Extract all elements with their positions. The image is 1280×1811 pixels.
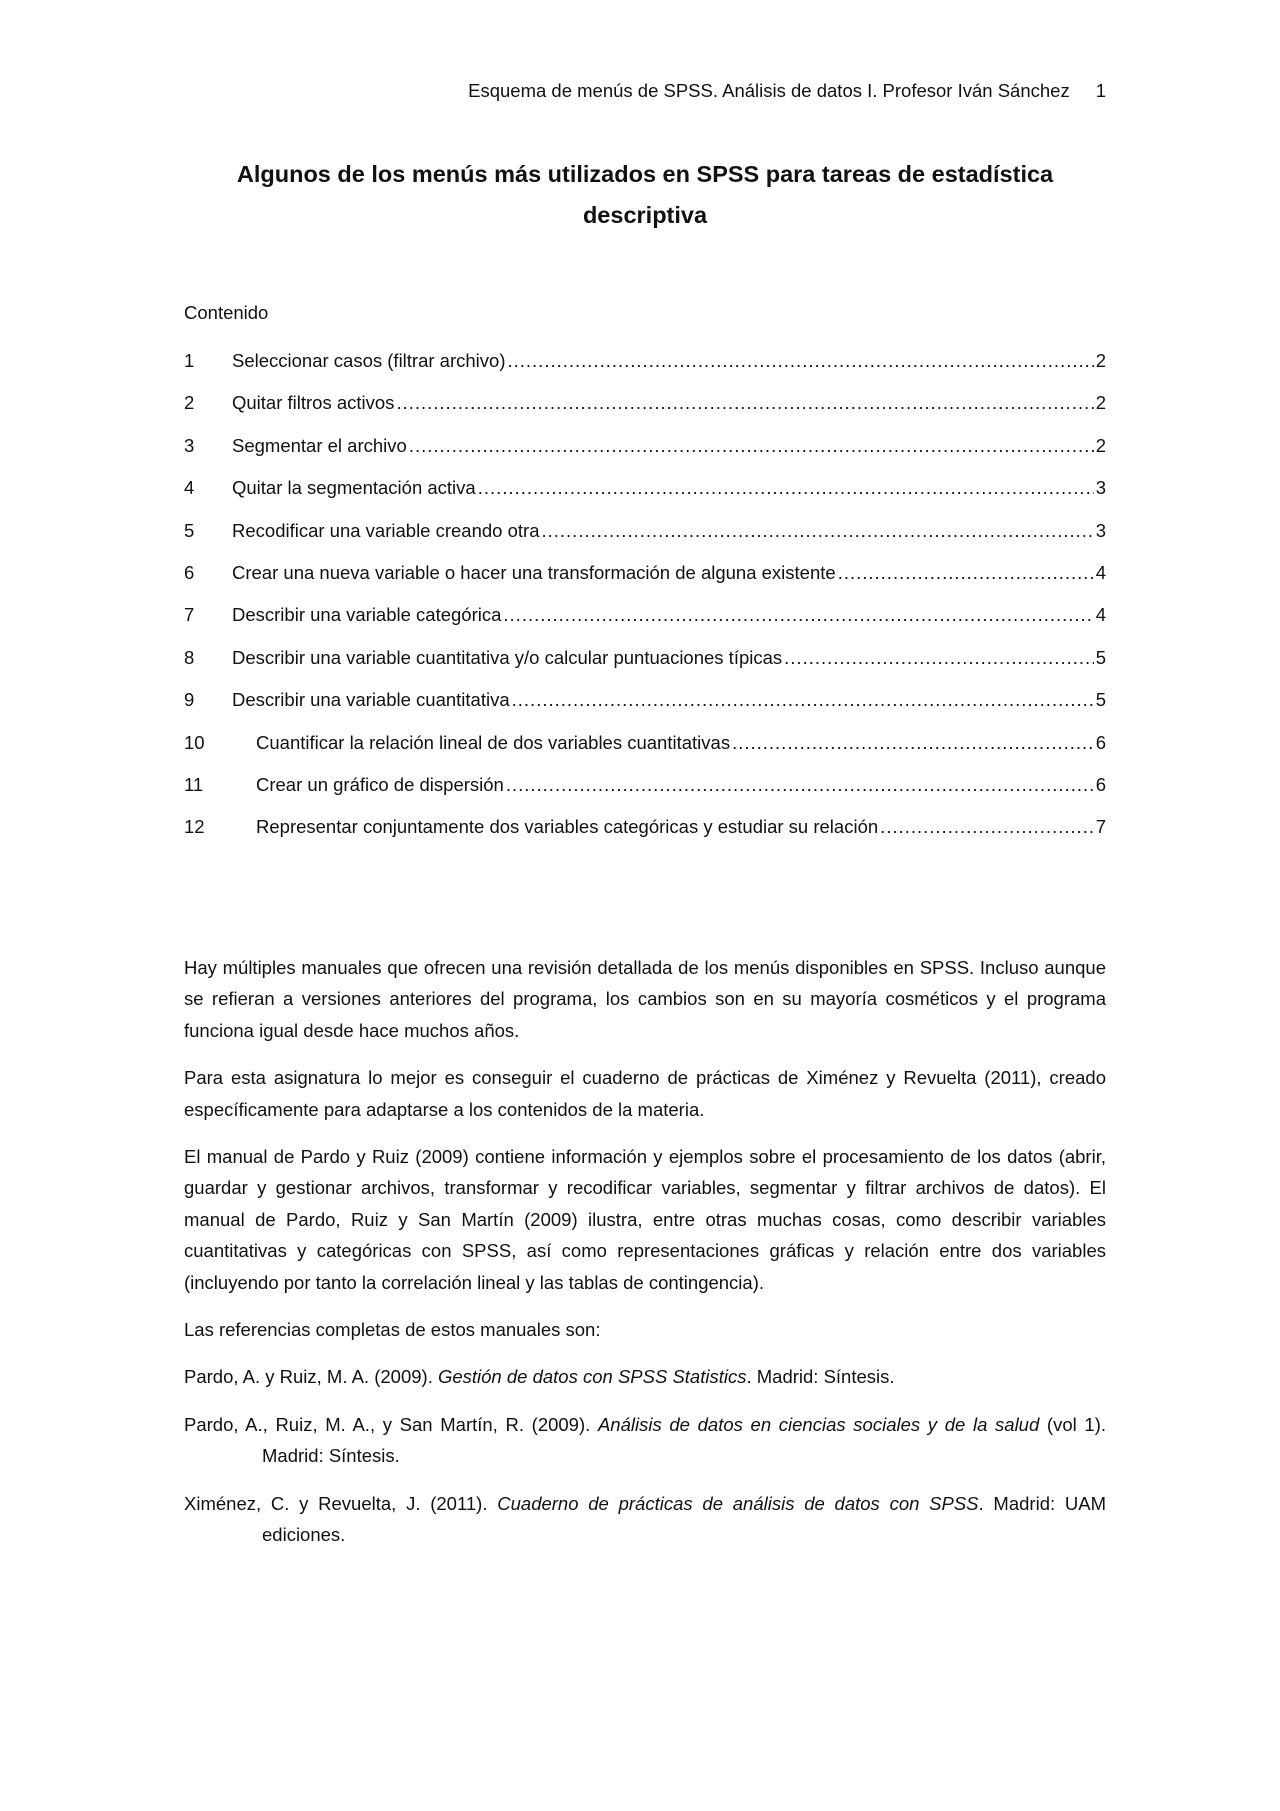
toc-entry-label[interactable]: Quitar la segmentación activa <box>232 477 476 499</box>
reference-authors: Pardo, A. y Ruiz, M. A. (2009). <box>184 1366 438 1388</box>
toc-entry-page: 2 <box>1095 392 1106 414</box>
page-number: 1 <box>1095 80 1106 101</box>
reference-publisher: (vol 1). Madrid: Síntesis. <box>262 1413 1107 1467</box>
toc-entry-label[interactable]: Describir una variable categórica <box>232 604 502 626</box>
reference-title: Cuaderno de prácticas de análisis de datos con SPSS <box>497 1492 979 1514</box>
dot-leader <box>478 477 1094 499</box>
toc-entry-number: 3 <box>184 434 195 456</box>
reference <box>184 1361 1106 1392</box>
toc-entry-label[interactable]: Quitar filtros activos <box>232 392 395 414</box>
document-title: Algunos de los menús más utilizados en SPSS para tareas de estadística descriptiva <box>236 161 1054 228</box>
table-of-contents <box>184 350 1106 859</box>
toc-entry-page: 7 <box>1095 816 1106 838</box>
dot-leader <box>506 774 1094 796</box>
toc-entry-number: 2 <box>184 392 195 414</box>
dot-leader <box>512 689 1094 711</box>
reference-authors: Pardo, A., Ruiz, M. A., y San Martín, R. (2009). <box>184 1413 598 1435</box>
paragraph: El manual de Pardo y Ruiz (2009) contiene información y ejemplos sobre el procesamiento de los datos (abrir, guardar y gestionar archivos, transformar y recodificar variables, segmentar y filtrar archivos de datos). El manual de Pardo, Ruiz y San Martín (2009) ilustra, entre otras muchas cosas, como describir variables cuantitativas y categóricas con SPSS, así como representaciones gráficas y relación entre dos variables (incluyendo por tanto la correlación lineal y las tablas de contingencia). <box>184 1146 1106 1293</box>
toc-entry-label[interactable]: Describir una variable cuantitativa <box>232 689 510 711</box>
toc-entry-page: 5 <box>1095 646 1106 668</box>
toc-entry-page: 3 <box>1095 519 1106 541</box>
toc-entry-number: 7 <box>184 604 195 626</box>
reference-authors: Ximénez, C. y Revuelta, J. (2011). <box>184 1492 498 1514</box>
running-header <box>468 80 1106 102</box>
toc-entry-label[interactable]: Representar conjuntamente dos variables categóricas y estudiar su relación <box>256 816 879 838</box>
toc-entry[interactable] <box>184 392 1106 434</box>
dot-leader <box>503 604 1093 626</box>
paragraph: Para esta asignatura lo mejor es conseguir el cuaderno de prácticas de Ximénez y Revuelta (2011), creado específicamente para adaptarse a los contenidos de la materia. <box>184 1067 1106 1120</box>
reference-title: Gestión de datos con SPSS Statistics <box>437 1366 747 1388</box>
toc-entry[interactable] <box>184 689 1106 731</box>
dot-leader <box>880 816 1094 838</box>
reference-publisher: . Madrid: Síntesis. <box>746 1366 895 1388</box>
toc-entry[interactable] <box>184 477 1106 519</box>
toc-entry-number: 12 <box>184 816 205 838</box>
toc-entry-page: 5 <box>1095 689 1106 711</box>
toc-entry-page: 2 <box>1095 434 1106 456</box>
dot-leader <box>838 562 1094 584</box>
body-text <box>184 952 1106 1567</box>
toc-entry[interactable] <box>184 647 1106 689</box>
toc-entry-label[interactable]: Seleccionar casos (filtrar archivo) <box>232 350 506 371</box>
toc-entry-label[interactable]: Crear un gráfico de dispersión <box>256 773 504 795</box>
toc-entry[interactable] <box>184 732 1106 774</box>
toc-heading: Contenido <box>184 302 269 323</box>
toc-entry-page: 3 <box>1095 477 1106 499</box>
dot-leader <box>396 392 1093 414</box>
toc-entry[interactable] <box>184 520 1106 562</box>
toc-entry-number: 6 <box>184 561 195 583</box>
toc-entry[interactable] <box>184 816 1106 858</box>
toc-entry-label[interactable]: Segmentar el archivo <box>232 434 407 456</box>
paragraph: Hay múltiples manuales que ofrecen una revisión detallada de los menús disponibles en SPSS. Incluso aunque se refieran a versiones anteriores del programa, los cambios son en su mayoría cosméticos y el programa funciona igual desde hace muchos años. <box>184 957 1106 1041</box>
toc-entry[interactable] <box>184 562 1106 604</box>
toc-entry-number: 4 <box>184 477 195 499</box>
toc-entry-number: 8 <box>184 646 195 668</box>
toc-entry-page: 2 <box>1095 350 1106 371</box>
toc-entry-number: 1 <box>184 350 195 371</box>
dot-leader <box>732 732 1094 754</box>
reference-publisher: . Madrid: UAM ediciones. <box>262 1492 1106 1546</box>
toc-entry-label[interactable]: Cuantificar la relación lineal de dos variables cuantitativas <box>256 731 731 753</box>
dot-leader <box>784 647 1094 669</box>
dot-leader <box>541 520 1093 542</box>
toc-entry-number: 5 <box>184 519 195 541</box>
toc-entry-page: 4 <box>1095 561 1106 583</box>
toc-entry[interactable] <box>184 435 1106 477</box>
toc-entry-page: 6 <box>1095 773 1106 795</box>
reference <box>184 1409 1106 1472</box>
toc-entry[interactable] <box>184 350 1106 392</box>
toc-entry-page: 4 <box>1095 604 1106 626</box>
toc-entry-page: 6 <box>1095 731 1106 753</box>
toc-entry-number: 10 <box>184 731 205 753</box>
dot-leader <box>507 350 1093 372</box>
dot-leader <box>409 435 1094 457</box>
toc-entry[interactable] <box>184 604 1106 646</box>
reference <box>184 1488 1106 1551</box>
reference-title: Análisis de datos en ciencias sociales y de la salud <box>597 1413 1040 1435</box>
toc-entry-number: 11 <box>184 773 204 795</box>
toc-entry-number: 9 <box>184 689 195 711</box>
toc-entry[interactable] <box>184 774 1106 816</box>
toc-entry-label[interactable]: Describir una variable cuantitativa y/o calcular puntuaciones típicas <box>232 646 783 668</box>
toc-entry-label[interactable]: Recodificar una variable creando otra <box>232 519 540 541</box>
paragraph: Las referencias completas de estos manuales son: <box>184 1319 601 1341</box>
toc-entry-label[interactable]: Crear una nueva variable o hacer una transformación de alguna existente <box>232 561 836 583</box>
running-title: Esquema de menús de SPSS. Análisis de datos I. Profesor Iván Sánchez <box>468 80 1070 101</box>
